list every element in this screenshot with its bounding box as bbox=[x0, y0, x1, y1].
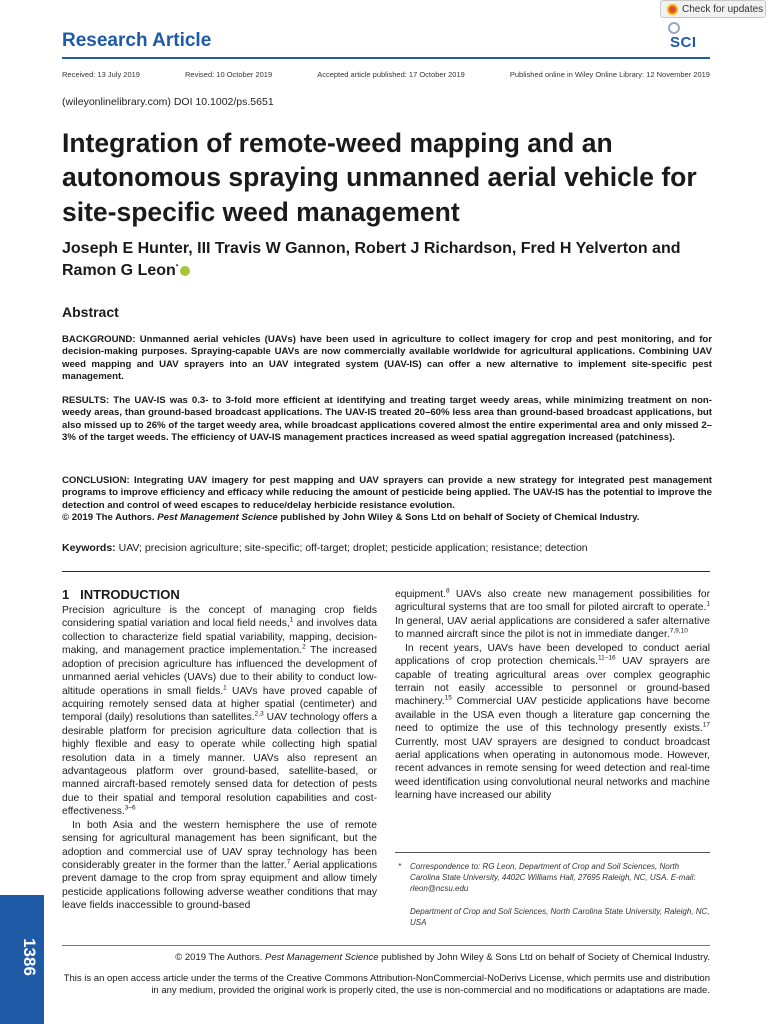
doi-line[interactable]: (wileyonlinelibrary.com) DOI 10.1002/ps.5651 bbox=[62, 96, 274, 108]
footer-rule bbox=[62, 945, 710, 946]
body-paragraph: In both Asia and the western hemisphere the use of remote sensing for agricultural management has been significant, but the adoption and commercial use of UAV spray technology has been considerably greater in the former than the latter.$^7$ Aerial applications prevent damage to the crop from spray equipment and allow timely pesticide applications following adverse weather conditions that may leave fields inaccessible to ground-based bbox=[62, 819, 378, 912]
body-paragraph: Precision agriculture is the concept of managing crop fields considering spatial variation and local field needs,$^1$ and involves data collection to characterize field spatial variability, mapping, decision-making, and management practice implementation.$^2$ The increased adoption of precision agriculture has influenced the development of unmanned aerial vehicles (UAVs) due to their ability to conduct low-altitude operations in small fields.$^1$ UAVs have proved capable of acquiring remotely sensed data at higher spatial (centimeter) and temporal (daily) resolutions than satellites.$^{2,3}$ UAV technology offers a desirable platform for precision agriculture data collection that is highly flexible and easy to operate while collecting high spatial resolution data in a timely manner. UAVs also represent an advantageous platform over ground-based, satellite-based, or manned aircraft-based remotely sensed data for detection of pests due to their spatial and temporal resolution capabilities and cost-effectiveness.$^{3-6}$ bbox=[62, 605, 377, 818]
copyright-prefix: © 2019 The Authors. bbox=[62, 511, 158, 523]
author-list bbox=[62, 238, 722, 283]
authors-text: Joseph E Hunter, III Travis W Gannon, Robert J Richardson, Fred H Yelverton and Ramon G Leon bbox=[62, 240, 681, 280]
article-type-label: Research Article bbox=[62, 30, 212, 51]
keywords-label: Keywords: bbox=[62, 542, 116, 554]
copyright-suffix: published by John Wiley & Sons Ltd on behalf of Society of Chemical Industry. bbox=[277, 511, 640, 523]
section-number: 1 bbox=[62, 587, 70, 602]
correspondence-footnote bbox=[400, 862, 710, 894]
abstract-conclusion-text: CONCLUSION: Integrating UAV imagery for pest mapping and UAV sprayers can provide a new strategy for integrated pest management programs to improve efficiency and efficacy while reducing the amount of pesticide being applied. The UAV-IS has the potential to improve the detection and control of weed escapes to reduce/delay herbicide resistance evolution. bbox=[62, 475, 712, 511]
header-rule bbox=[62, 57, 710, 59]
corresponding-star: * bbox=[175, 264, 179, 272]
sci-logo-text: SCI bbox=[670, 34, 697, 51]
section-title: INTRODUCTION bbox=[80, 587, 180, 602]
body-column-left bbox=[62, 604, 377, 913]
abstract-results: RESULTS: The UAV-IS was 0.3- to 3-fold more efficient at identifying and treating target weedy areas, while minimizing treatment on non-weedy areas, than ground-based broadcast applications. The UAV-IS treated 20–60% less area than ground-based broadcast applications, but also missed up to 26% of the target weedy area, while broadcast applications covered almost the entire experimental area and only missed 2–3% of the target weeds. The efficiency of UAV-IS management practices increased as weed spatial aggregation increased (patchiness). bbox=[62, 395, 712, 443]
keywords bbox=[62, 542, 712, 554]
accepted-date: Accepted article published: 17 October 2019 bbox=[317, 70, 465, 79]
received-date: Received: 13 July 2019 bbox=[62, 70, 140, 79]
keywords-text: UAV; precision agriculture; site-specific; off-target; droplet; pesticide application; resistance; detection bbox=[118, 542, 588, 554]
footnote-rule bbox=[395, 852, 710, 853]
footer-copyright: © 2019 The Authors. Pest Management Science published by John Wiley & Sons Ltd on behalf of Society of Chemical Industry. bbox=[175, 952, 710, 963]
revised-date: Revised: 10 October 2019 bbox=[185, 70, 273, 79]
body-column-right bbox=[395, 588, 710, 803]
sci-logo bbox=[666, 22, 710, 52]
footer-license: This is an open access article under the terms of the Creative Commons Attribution-NonCommercial-NoDerivs License, which permits use and distribution in any medium, provided the original work is properly cited, the use is non-commercial and no modifications or adaptations are made. bbox=[63, 973, 710, 996]
abstract-separator bbox=[62, 571, 710, 572]
footnote-star: * bbox=[398, 862, 402, 871]
article-title: Integration of remote-weed mapping and an autonomous spraying unmanned aerial vehicle for site-specific weed management bbox=[62, 128, 697, 227]
check-updates-label: Check for updates bbox=[682, 3, 764, 15]
article-dates bbox=[62, 70, 710, 79]
check-for-updates-button[interactable] bbox=[660, 0, 766, 18]
section-heading bbox=[62, 587, 180, 602]
page-number: 1386 bbox=[19, 938, 39, 976]
body-paragraph: In recent years, UAVs have been developed to conduct aerial applications of crop protection chemicals.$^{11-16}$ UAV sprayers are capable of treating agricultural areas over complex geographic terrain not easily accessible to personnel or ground-based machinery.$^{15}$ Commercial UAV pesticide applications have become available in the USA even though a literature gap concerning the need to optimize the use of this technology presently exists.$^{17}$ Currently, most UAV sprayers are designed to conduct broadcast aerial applications when operating in autonomous mode. However, recent advances in remote sensing for weed detection and real-time weed identification using convolutional neural networks and machine learning have increased our ability bbox=[395, 642, 710, 802]
published-date: Published online in Wiley Online Library: 12 November 2019 bbox=[509, 70, 710, 79]
abstract-background: BACKGROUND: Unmanned aerial vehicles (UAVs) have been used in agriculture to collect imagery for crop and pest monitoring, and for decision-making purposes. Spraying-capable UAVs are now commercially available worldwide for agricultural applications. Combining UAV weed mapping and UAV sprayers into an UAV integrated system (UAV-IS) can offer a new alternative to implement site-specific pest management. bbox=[62, 334, 712, 382]
body-paragraph: equipment.$^8$ UAVs also create new management possibilities for agricultural systems that are too small for piloted aircraft to operate.$^1$ In general, UAV aerial applications are considered a safer alternative to manned aircraft since the pilot is not in immediate danger.$^{7,9,10}$ bbox=[395, 587, 710, 641]
abstract-heading: Abstract bbox=[62, 304, 119, 320]
abstract-conclusion bbox=[62, 475, 712, 524]
affiliation-footnote: Department of Crop and Soil Sciences, North Carolina State University, Raleigh, NC, USA bbox=[410, 907, 710, 927]
copyright-journal: Pest Management Science bbox=[157, 511, 278, 523]
sci-ring-icon bbox=[668, 22, 680, 34]
orcid-icon[interactable] bbox=[180, 266, 190, 276]
correspondence-text: Correspondence to: RG Leon, Department of Crop and Soil Sciences, North Carolina State University, 4402C Williams Hall, 27695 Raleigh, NC, USA. E-mail: rleon@ncsu.edu bbox=[410, 862, 696, 893]
page-number-tab bbox=[0, 895, 44, 1024]
crossmark-icon bbox=[667, 4, 678, 15]
